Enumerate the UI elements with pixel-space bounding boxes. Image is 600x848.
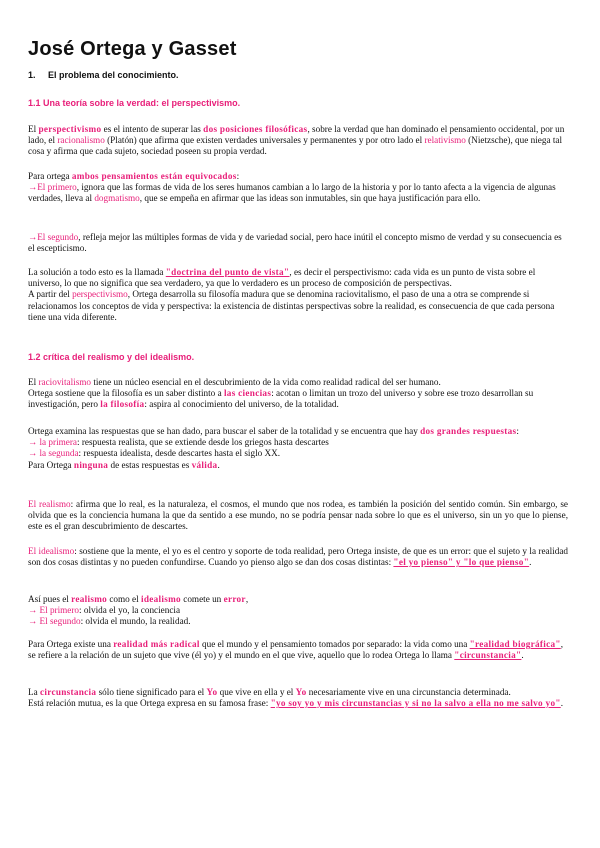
section-number: 1. — [28, 70, 36, 80]
term-racionalismo: racionalismo — [57, 135, 105, 146]
paragraph-idealismo — [28, 546, 568, 568]
term-realidad-mas-radical: realidad más radical — [113, 639, 200, 649]
paragraph-el-segundo — [28, 232, 568, 254]
text: La — [28, 687, 40, 697]
text: comete un — [180, 594, 224, 604]
text: : respuesta idealista, desde descartes hasta el siglo XX. — [78, 448, 281, 459]
text: : — [516, 426, 519, 436]
text: , se refiere a la relación de un sujeto que vive (él yo) y el mundo en el que vive, aquello que lo rodea Ortega lo llama — [28, 639, 564, 661]
term-circunstancia: "circunstancia" — [454, 650, 522, 661]
text: Está relación mutua, es la que Ortega expresa en su famosa frase: — [28, 698, 271, 709]
term-la-filosofia: la filosofía — [100, 399, 145, 410]
subsection-heading-1: 1.1 Una teoría sobre la verdad: el perspectivismo. — [28, 98, 241, 108]
term-ninguna: ninguna — [73, 459, 109, 470]
text: , Ortega desarrolla su filosofía madura que se denomina raciovitalismo, el paso de una a otra se comprende si relacionamos los conceptos de vida y perspectiva: la existencia de distintas perspectivas sobre la realidad, es consecuencia de que cada persona tiene una vida diferente. — [28, 289, 555, 322]
text: . — [521, 650, 524, 661]
text: Así pues el — [28, 594, 72, 604]
text: (Nietzsche), que niega tal cosa y afirma que cada sujeto, sociedad poseen su propia verdad. — [28, 135, 562, 157]
arrow-el-primero: →El primero — [28, 182, 77, 193]
arrow-el-segundo: → El segundo — [28, 616, 81, 627]
text: : olvida el mundo, la realidad. — [80, 616, 191, 627]
section-label: El problema del conocimiento. — [48, 70, 179, 80]
text: como el — [107, 594, 141, 604]
text: , refleja mejor las múltiples formas de vida y de variedad social, pero hace inútil el concepto mismo de verdad y su consecuencia es el escepticismo. — [28, 232, 562, 254]
term-el-realismo: El realismo — [28, 499, 71, 509]
term-perspectivismo: perspectivismo — [72, 289, 128, 300]
text: : respuesta realista, que se extiende desde los griegos hasta descartes — [76, 437, 329, 448]
term-yo: Yo — [206, 687, 218, 697]
term-el-idealismo: El idealismo — [28, 546, 75, 556]
text: El — [28, 124, 39, 134]
text: Para Ortega existe una — [28, 639, 114, 649]
term-dos-posiciones: dos posiciones filosóficas — [203, 124, 308, 134]
term-relativismo: relativismo — [424, 135, 466, 146]
term-idealismo: idealismo — [140, 594, 181, 604]
text: es el intento de superar las — [101, 124, 204, 134]
term-yo: Yo — [295, 687, 307, 697]
text: , sobre la verdad que han dominado el pensamiento occidental, por un lado, el — [28, 124, 565, 146]
term-error: error — [223, 594, 246, 604]
term-doctrina-punto-de-vista: "doctrina del punto de vista" — [165, 267, 290, 277]
text: que vive en ella y el — [217, 687, 296, 697]
text: que el mundo y el pensamiento tomados por separado: la vida como una — [199, 639, 470, 649]
arrow-la-segunda: → la segunda — [28, 448, 79, 459]
text: Ortega examina las respuestas que se han dado, para buscar el saber de la totalidad y se encuentra que hay — [28, 426, 421, 436]
text: La solución a todo esto es la llamada — [28, 267, 166, 277]
text: (Platón) que afirma que existen verdades universales y permanentes y por otro lado el — [104, 135, 425, 146]
term-dogmatismo: dogmatismo — [94, 193, 140, 204]
paragraph-ambos-pensamientos — [28, 171, 568, 205]
text: El — [28, 377, 39, 387]
text: : aspira al conocimiento del universo, de la totalidad. — [144, 399, 339, 410]
text: A partir del — [28, 289, 73, 300]
text: Para ortega — [28, 171, 72, 181]
paragraph-perspectivismo — [28, 124, 568, 158]
arrow-la-primera: → la primera — [28, 437, 77, 448]
text: : afirma que lo real, es la naturaleza, el cosmos, el mundo que nos rodea, es también la posición del sentido común. Sin embargo, se olvida que es la conciencia humana la que da sentido a ese mundo, no se podría pensar nada sobre lo que es el universo, sin un yo que lo piense, este es el gran descubrimiento de descartes. — [28, 499, 568, 532]
term-ambos-pensamientos: ambos pensamientos están equivocados — [71, 171, 237, 181]
term-dos-grandes-respuestas: dos grandes respuestas — [420, 426, 517, 436]
arrow-el-segundo: →El segundo — [28, 232, 79, 242]
text: , que se empeña en afirmar que las ideas son inmutables, sin que haya justificación para ello. — [139, 193, 481, 204]
paragraph-error — [28, 594, 568, 628]
text: . — [560, 698, 564, 709]
text: de estas respuestas es — [108, 459, 192, 470]
term-valida: válida — [191, 459, 218, 470]
text: tiene un núcleo esencial en el descubrimiento de la vida como realidad radical del ser humano. — [91, 377, 441, 387]
text: Para Ortega — [28, 459, 74, 470]
term-realidad-biografica: "realidad biográfica" — [469, 639, 561, 649]
section-heading — [28, 70, 179, 80]
text: . — [529, 557, 532, 568]
text: , es decir el perspectivismo: cada vida es un punto de vista sobre el universo, lo que no significa que sea verdadero, ya que lo verdadero es un proceso de composición de perspectivas. — [28, 267, 536, 289]
text: : sostiene que la mente, el yo es el centro y soporte de toda realidad, pero Ortega insiste, de que es un error: que el sujeto y la realidad son dos cosas distintas y no pueden confundirse. Cuando yo pienso algo se dan dos cosas distintas: — [28, 546, 568, 568]
text: necesariamente vive en una circunstancia determinada. — [306, 687, 511, 697]
paragraph-raciovitalismo — [28, 377, 568, 411]
paragraph-punto-de-vista — [28, 267, 568, 323]
text: Ortega sostiene que la filosofía es un saber distinto a — [28, 388, 224, 399]
term-circunstancia: circunstancia — [40, 687, 97, 697]
term-raciovitalismo: raciovitalismo — [38, 377, 92, 387]
document-title: José Ortega y Gasset — [28, 38, 237, 60]
text: , — [245, 594, 249, 604]
arrow-el-primero: → El primero — [28, 605, 80, 616]
text: : — [236, 171, 240, 181]
paragraph-grandes-respuestas — [28, 426, 568, 471]
quote-famosa-frase: "yo soy yo y mis circunstancias y si no la salvo a ella no me salvo yo" — [270, 698, 561, 709]
paragraph-circunstancia — [28, 687, 568, 709]
paragraph-realidad-radical — [28, 639, 568, 661]
paragraph-realismo — [28, 499, 568, 533]
term-realismo: realismo — [71, 594, 108, 604]
term-yo-pienso: "el yo pienso" y "lo que pienso" — [393, 557, 530, 568]
term-las-ciencias: las ciencias — [223, 388, 272, 399]
text: : olvida el yo, la conciencia — [79, 605, 181, 616]
text: : acotan o limitan un trozo del universo y sobre ese trozo desarrollan su investigación, pero — [28, 388, 534, 410]
subsection-heading-2: 1.2 crítica del realismo y del idealismo. — [28, 352, 195, 362]
text: , ignora que las formas de vida de los seres humanos cambian a lo largo de la historia y por lo tanto afecta a la vigencia de algunas verdades, lleva al — [28, 182, 556, 204]
text: sólo tiene significado para el — [96, 687, 207, 697]
term-perspectivismo: perspectivismo — [38, 124, 102, 134]
text: . — [217, 459, 220, 470]
